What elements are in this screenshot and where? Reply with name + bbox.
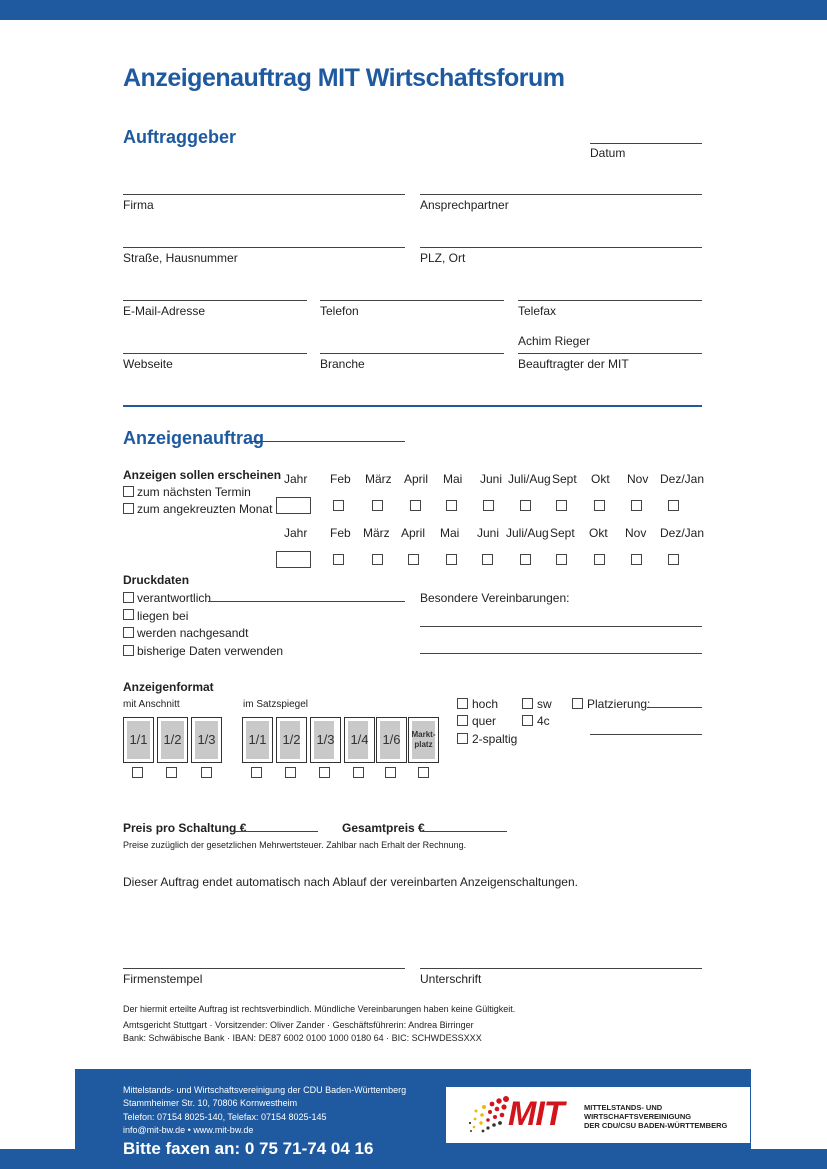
besondere-field-1[interactable] xyxy=(420,626,702,627)
naechster-termin-label: zum nächsten Termin xyxy=(137,485,251,499)
format-size-label: 1/3 xyxy=(197,732,216,747)
legal-line-2: Amtsgericht Stuttgart · Vorsitzender: Oliver Zander · Geschäftsführerin: Andrea Birringer xyxy=(123,1020,474,1030)
hoch-label: hoch xyxy=(472,697,499,711)
legal-line-1: Der hiermit erteilte Auftrag ist rechtsverbindlich. Mündliche Vereinbarungen haben keine Gültigkeit. xyxy=(123,1004,516,1014)
year-label: Jahr xyxy=(284,472,308,486)
month-label: Juli/Aug xyxy=(506,526,549,540)
fax-number: Bitte faxen an: 0 75 71-74 04 16 xyxy=(123,1139,374,1158)
verantwortlich-field[interactable] xyxy=(208,601,405,602)
beauftragter-label: Beauftragter der MIT xyxy=(518,357,629,371)
hoch-checkbox[interactable] xyxy=(457,698,468,709)
month-label: Mai xyxy=(440,526,460,540)
quer-label: quer xyxy=(472,714,497,728)
ansprechpartner-label: Ansprechpartner xyxy=(420,198,509,212)
ansprechpartner-field[interactable] xyxy=(420,194,702,195)
besondere-field-2[interactable] xyxy=(420,653,702,654)
logo-subtitle-3: DER CDU/CSU BADEN-WÜRTTEMBERG xyxy=(584,1121,728,1130)
format-size-label: Markt- platz xyxy=(411,730,436,749)
nachgesandt-label: werden nachgesandt xyxy=(137,626,249,640)
month-checkbox[interactable] xyxy=(631,500,642,511)
gesamtpreis-field[interactable] xyxy=(420,831,507,832)
month-checkbox[interactable] xyxy=(556,500,567,511)
angekreuzter-monat-checkbox[interactable] xyxy=(123,503,134,514)
gesamtpreis-label: Gesamtpreis € xyxy=(342,821,425,835)
besondere-label: Besondere Vereinbarungen: xyxy=(420,591,570,605)
month-label: Nov xyxy=(625,526,647,540)
preis-note: Preise zuzüglich der gesetzlichen Mehrwertsteuer. Zahlbar nach Erhalt der Rechnung. xyxy=(123,840,467,850)
plz-label: PLZ, Ort xyxy=(420,251,466,265)
month-checkbox[interactable] xyxy=(520,500,531,511)
datum-label: Datum xyxy=(590,146,626,160)
bisherige-daten-label: bisherige Daten verwenden xyxy=(137,644,284,658)
email-label: E-Mail-Adresse xyxy=(123,304,206,318)
unterschrift-label: Unterschrift xyxy=(420,972,482,986)
firma-field[interactable] xyxy=(123,194,405,195)
month-label: Feb xyxy=(330,526,351,540)
footer-phone: Telefon: 07154 8025-140, Telefax: 07154 8025-145 xyxy=(123,1112,327,1122)
webseite-field[interactable] xyxy=(123,353,307,354)
sw-label: sw xyxy=(537,697,552,711)
firmenstempel-label: Firmenstempel xyxy=(123,972,203,986)
month-label: Dez/Jan xyxy=(660,526,705,540)
branche-field[interactable] xyxy=(320,353,504,354)
unterschrift-field[interactable] xyxy=(420,968,702,969)
format-size-label: 1/1 xyxy=(248,732,267,747)
format-checkbox[interactable] xyxy=(418,767,429,778)
plz-field[interactable] xyxy=(420,247,702,248)
vierc-label: 4c xyxy=(537,714,550,728)
nachgesandt-checkbox[interactable] xyxy=(123,627,134,638)
month-checkbox[interactable] xyxy=(408,554,419,565)
month-checkbox[interactable] xyxy=(668,500,679,511)
format-checkbox[interactable] xyxy=(251,767,262,778)
month-label: März xyxy=(365,472,392,486)
month-label: März xyxy=(363,526,390,540)
mit-anschnitt-label: mit Anschnitt xyxy=(123,699,180,710)
month-label: Sept xyxy=(550,526,575,540)
format-checkbox[interactable] xyxy=(385,767,396,778)
mit-logo xyxy=(446,1087,750,1143)
zweispaltig-checkbox[interactable] xyxy=(457,733,468,744)
format-anschnitt-1-1[interactable] xyxy=(123,717,154,763)
platzierung-label: Platzierung: xyxy=(587,697,651,711)
beauftragter-field[interactable] xyxy=(518,353,702,354)
format-checkbox[interactable] xyxy=(353,767,364,778)
format-marktplatz[interactable] xyxy=(408,717,439,763)
email-field[interactable] xyxy=(123,300,307,301)
year-label: Jahr xyxy=(284,526,308,540)
year-input[interactable] xyxy=(276,551,311,568)
strasse-label: Straße, Hausnummer xyxy=(123,251,238,265)
month-checkbox[interactable] xyxy=(372,554,383,565)
format-size-label: 1/1 xyxy=(129,732,148,747)
section-divider xyxy=(123,405,702,407)
format-size-label: 1/2 xyxy=(282,732,301,747)
month-label: Okt xyxy=(589,526,608,540)
month-checkbox[interactable] xyxy=(410,500,421,511)
section-heading-anzeigenauftrag: Anzeigenauftrag xyxy=(123,428,265,448)
month-label: Mai xyxy=(443,472,463,486)
sw-checkbox[interactable] xyxy=(522,698,533,709)
liegen-bei-checkbox[interactable] xyxy=(123,609,134,620)
month-checkbox[interactable] xyxy=(556,554,567,565)
erscheinen-heading: Anzeigen sollen erscheinen xyxy=(123,468,282,482)
format-satz-1-4[interactable] xyxy=(344,717,375,763)
zweispaltig-label: 2-spaltig xyxy=(472,732,518,746)
vierc-checkbox[interactable] xyxy=(522,715,533,726)
month-label: April xyxy=(401,526,426,540)
preis-pro-schaltung-field[interactable] xyxy=(231,831,318,832)
bisherige-daten-checkbox[interactable] xyxy=(123,645,134,656)
format-checkbox[interactable] xyxy=(166,767,177,778)
firmenstempel-field[interactable] xyxy=(123,968,405,969)
telefax-label: Telefax xyxy=(518,304,557,318)
liegen-bei-label: liegen bei xyxy=(137,609,189,623)
format-satz-1-2[interactable] xyxy=(276,717,307,763)
beauftragter-name: Achim Rieger xyxy=(518,334,591,348)
section-heading-auftraggeber: Auftraggeber xyxy=(123,127,237,147)
month-label: Nov xyxy=(627,472,649,486)
month-label: Juni xyxy=(480,472,503,486)
month-checkbox[interactable] xyxy=(631,554,642,565)
footer-web: info@mit-bw.de • www.mit-bw.de xyxy=(123,1125,254,1135)
month-label: Feb xyxy=(330,472,351,486)
platzierung-checkbox[interactable] xyxy=(572,698,583,709)
footer-org: Mittelstands- und Wirtschaftsvereinigung der CDU Baden-Württemberg xyxy=(123,1085,407,1095)
logo-dots-icon xyxy=(468,1095,512,1135)
year-input[interactable] xyxy=(276,497,311,514)
logo-subtitle-2: WIRTSCHAFTSVEREINIGUNG xyxy=(584,1112,692,1121)
format-size-label: 1/4 xyxy=(350,732,369,747)
auftrag-ende-text: Dieser Auftrag endet automatisch nach Ablauf der vereinbarten Anzeigenschaltungen. xyxy=(123,875,578,889)
verantwortlich-checkbox[interactable] xyxy=(123,592,134,603)
logo-wordmark: MIT xyxy=(508,1095,564,1133)
month-checkbox[interactable] xyxy=(594,500,605,511)
format-checkbox[interactable] xyxy=(201,767,212,778)
month-label: Juli/Aug xyxy=(508,472,551,486)
webseite-label: Webseite xyxy=(123,357,173,371)
format-anschnitt-1-3[interactable] xyxy=(191,717,222,763)
month-label: April xyxy=(404,472,429,486)
branche-label: Branche xyxy=(320,357,365,371)
telefon-field[interactable] xyxy=(320,300,504,301)
month-checkbox[interactable] xyxy=(520,554,531,565)
legal-line-3: Bank: Schwäbische Bank · IBAN: DE87 6002 0100 1000 0180 64 · BIC: SCHWDESSXXX xyxy=(123,1033,482,1043)
anzeigenauftrag-field[interactable] xyxy=(251,441,405,442)
format-checkbox[interactable] xyxy=(285,767,296,778)
format-satz-1-3[interactable] xyxy=(310,717,341,763)
month-label: Okt xyxy=(591,472,610,486)
format-heading: Anzeigenformat xyxy=(123,680,214,694)
druckdaten-heading: Druckdaten xyxy=(123,573,190,587)
top-bar xyxy=(0,0,827,20)
telefon-label: Telefon xyxy=(320,304,359,318)
im-satzspiegel-label: im Satzspiegel xyxy=(243,699,309,710)
format-size-label: 1/3 xyxy=(316,732,335,747)
naechster-termin-checkbox[interactable] xyxy=(123,486,134,497)
format-checkbox[interactable] xyxy=(319,767,330,778)
verantwortlich-label: verantwortlich xyxy=(137,591,212,605)
month-checkbox[interactable] xyxy=(372,500,383,511)
month-checkbox[interactable] xyxy=(594,554,605,565)
preis-pro-schaltung-label: Preis pro Schaltung € xyxy=(123,821,247,835)
datum-line[interactable] xyxy=(590,143,702,144)
month-checkbox[interactable] xyxy=(333,500,344,511)
month-checkbox[interactable] xyxy=(668,554,679,565)
month-label: Sept xyxy=(552,472,577,486)
month-checkbox[interactable] xyxy=(446,500,457,511)
month-checkbox[interactable] xyxy=(482,554,493,565)
telefax-field[interactable] xyxy=(518,300,702,301)
format-satz-1-1[interactable] xyxy=(242,717,273,763)
quer-checkbox[interactable] xyxy=(457,715,468,726)
platzierung-field-1[interactable] xyxy=(647,707,702,708)
footer-address: Stammheimer Str. 10, 70806 Kornwestheim xyxy=(123,1098,298,1108)
format-checkbox[interactable] xyxy=(132,767,143,778)
month-checkbox[interactable] xyxy=(446,554,457,565)
page-title: Anzeigenauftrag MIT Wirtschaftsforum xyxy=(123,64,565,92)
month-label: Juni xyxy=(477,526,500,540)
month-checkbox[interactable] xyxy=(483,500,494,511)
strasse-field[interactable] xyxy=(123,247,405,248)
angekreuzter-monat-label: zum angekreuzten Monat xyxy=(137,502,273,516)
format-anschnitt-1-2[interactable] xyxy=(157,717,188,763)
month-label: Dez/Jan xyxy=(660,472,705,486)
format-size-label: 1/6 xyxy=(382,732,401,747)
firma-label: Firma xyxy=(123,198,154,212)
format-size-label: 1/2 xyxy=(163,732,182,747)
format-satz-1-6[interactable] xyxy=(376,717,407,763)
month-checkbox[interactable] xyxy=(333,554,344,565)
logo-subtitle-1: MITTELSTANDS- UND xyxy=(584,1103,663,1112)
platzierung-field-2[interactable] xyxy=(590,734,702,735)
